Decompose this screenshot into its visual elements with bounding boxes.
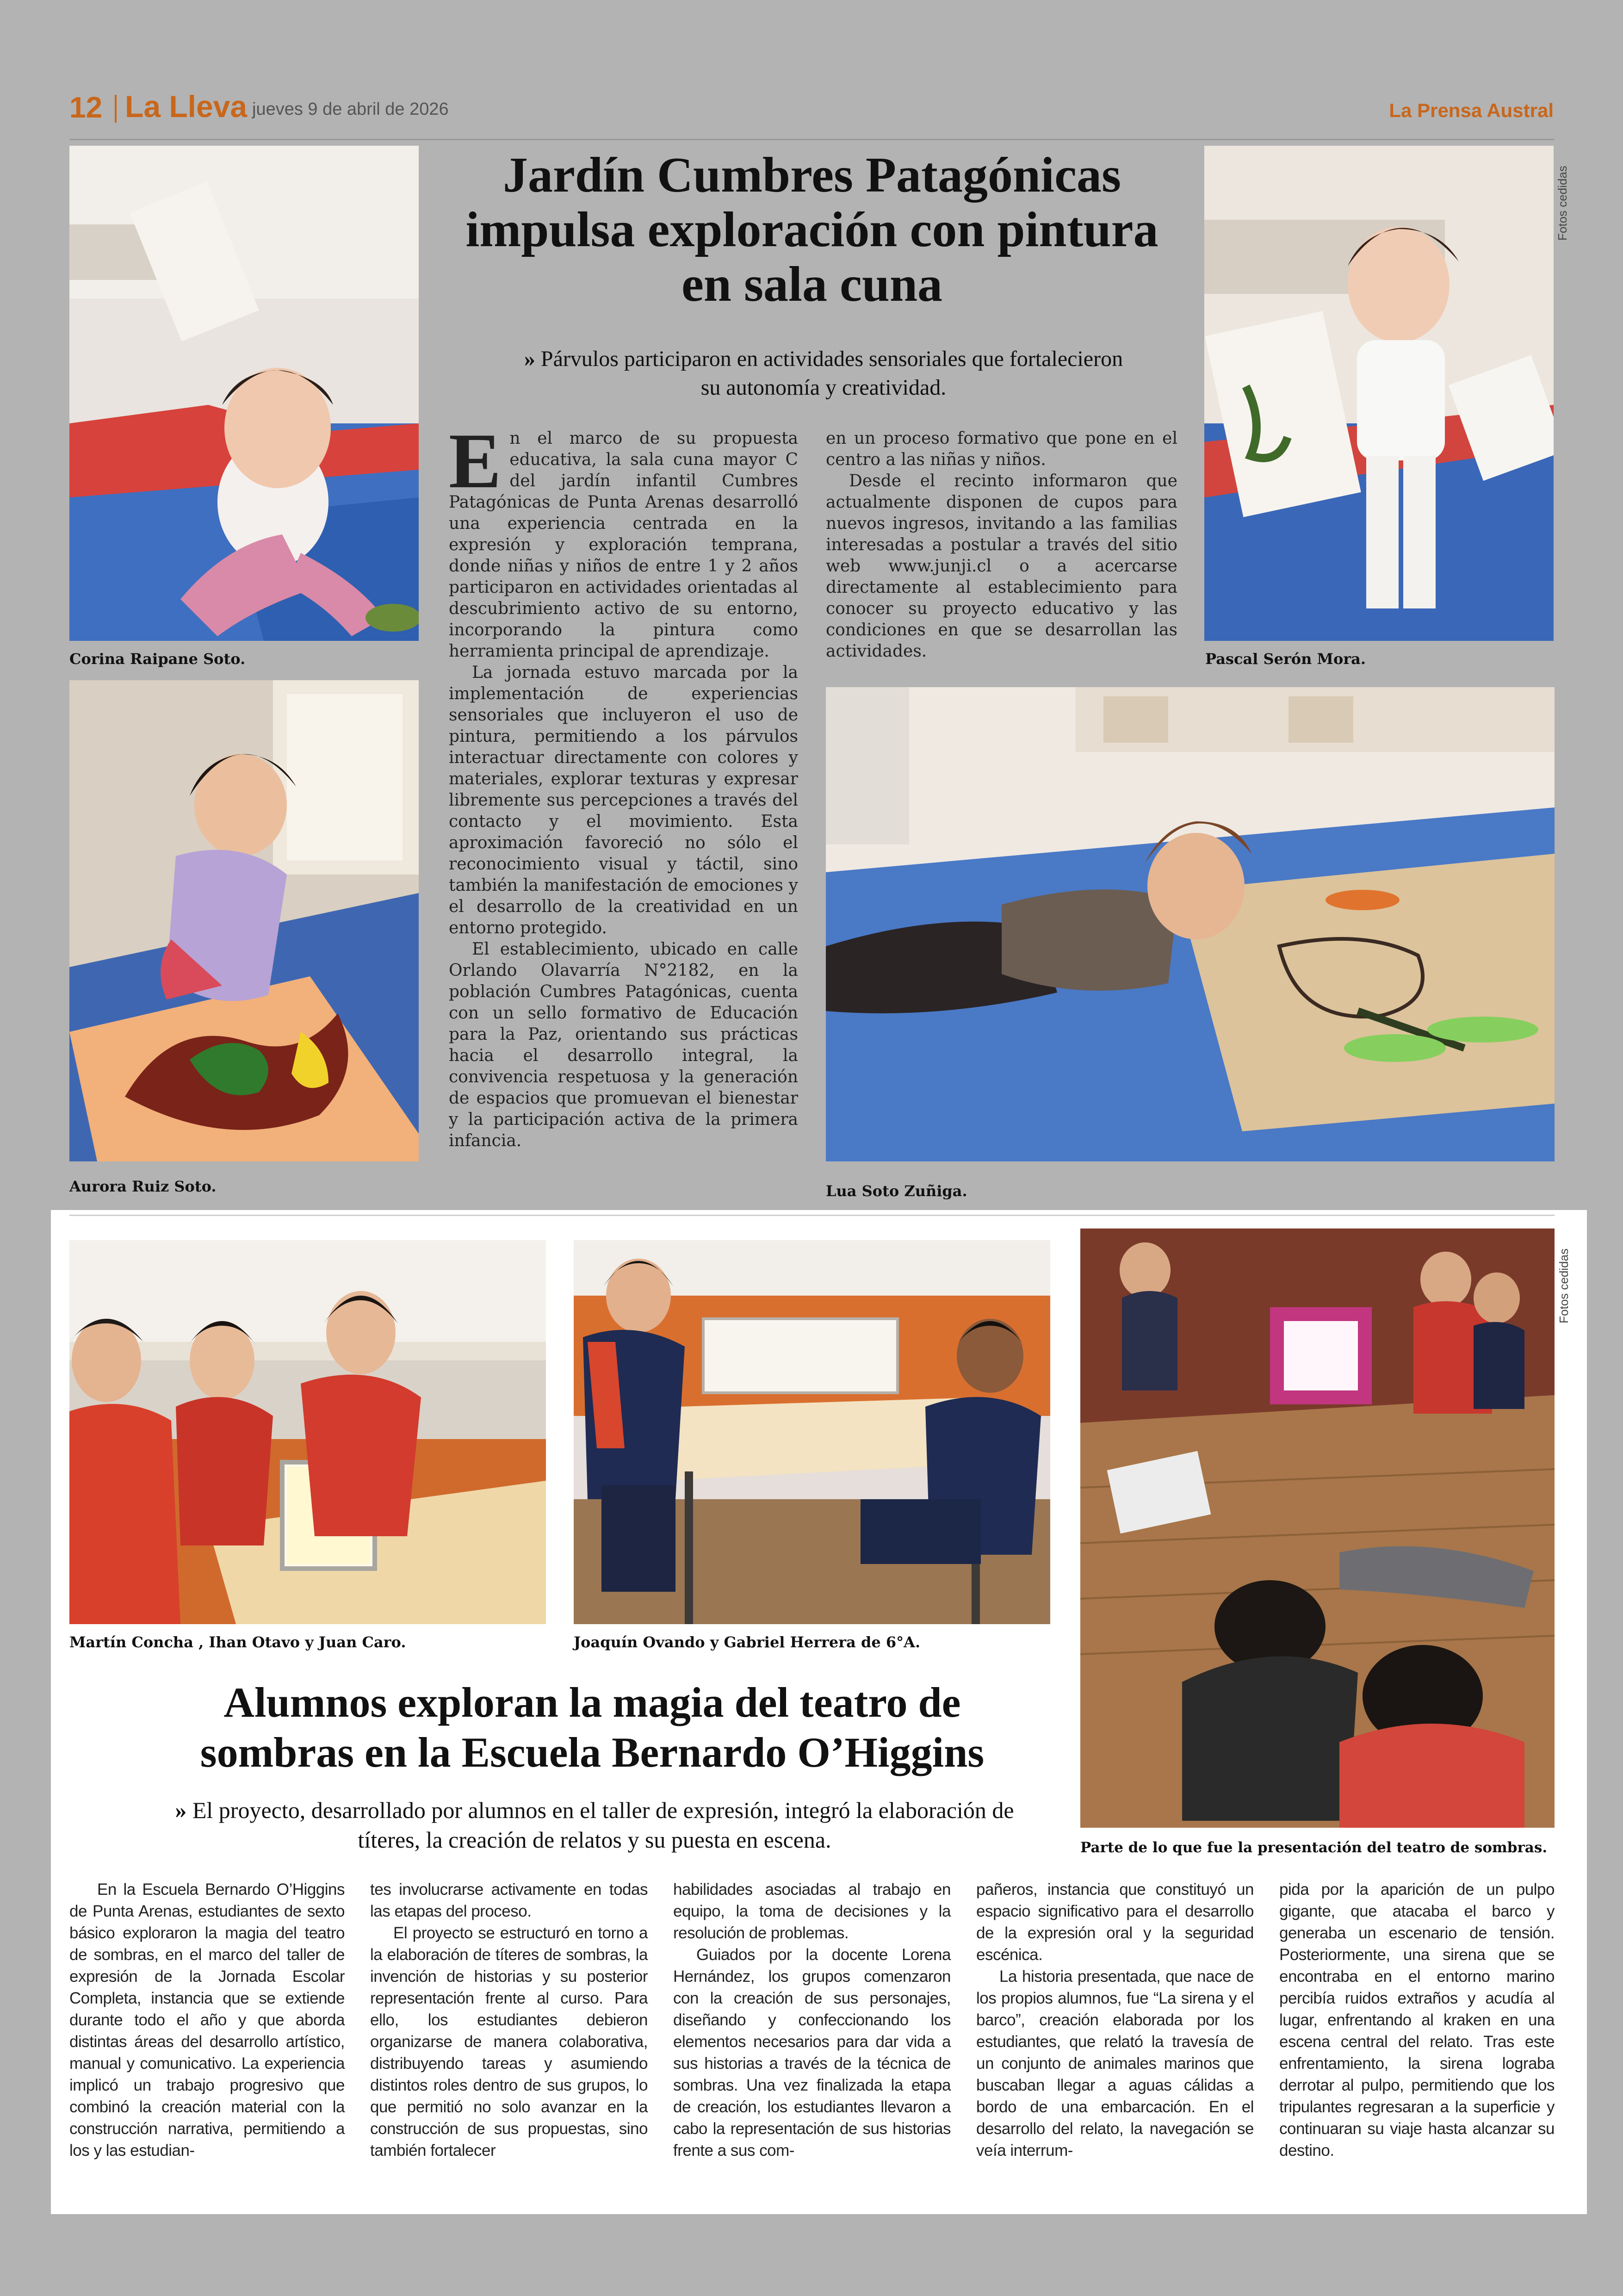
photo-students-table xyxy=(574,1240,1050,1624)
dropcap: E xyxy=(449,417,502,504)
story2-deck xyxy=(167,1795,1022,1855)
story1-col2-p2: Desde el recinto informaron que actualmente disponen de cupos para nuevos ingresos, invitando a las familias interesadas a postular a través del sitio web www.junji.cl o a acercarse directamente al establecimiento para conocer su proyecto educativo y las condiciones en que se desarrollan las actividades. xyxy=(826,472,1177,661)
story1-headline: Jardín Cumbres Patagónicas impulsa exploración con pintura en sala cuna xyxy=(465,148,1158,312)
story2-column-1 xyxy=(69,1879,345,2161)
story2-deck-text: El proyecto, desarrollado por alumnos en el taller de expresión, integró la elaboración de títeres, la creación de relatos y su puesta en escena. xyxy=(192,1797,1014,1853)
story1-col1-p1: n el marco de su propuesta educativa, la sala cuna mayor C del jardín infantil Cumbres Patagónicas de Punta Arenas desarrolló una experiencia centrada en la expresión y exploración temprana, donde niñas y niños de entre 1 y 2 años participaron en actividades orientadas al descubrimiento activo de su entorno, incorporando la pintura como herramienta principal de aprendizaje. xyxy=(449,429,798,661)
story1-photo-credit: Fotos cedidas xyxy=(1555,166,1569,241)
story-divider xyxy=(69,1215,1555,1216)
story1-deck-text: Párvulos participaron en actividades sensoriales que fortalecieron su autonomía y creatividad. xyxy=(540,347,1123,400)
story2-col4-p1: pañeros, instancia que constituyó un espacio significativo para el desarrollo de la expresión oral y la seguridad escénica. xyxy=(976,1880,1254,1964)
chevron-right-icon: » xyxy=(524,347,541,371)
header-separator xyxy=(115,95,117,123)
story1-col1-p3: El establecimiento, ubicado en calle Orlando Olavarría N°2182, en la población Cumbres Patagónicas, cuenta con un sello formativo de Educación para la Paz, orientando sus prácticas hacia el desarrollo integral, la convivencia respetuosa y la generación de espacios que promuevan el bienestar y la participación activa de la primera infancia. xyxy=(449,940,798,1150)
story2-column-5 xyxy=(1279,1879,1555,2161)
story2-column-3 xyxy=(673,1879,951,2161)
story2-col2-p2: El proyecto se estructuró en torno a la elaboración de títeres de sombras, la invención de historias y su posterior representación frente al curso. Para ello, los estudiantes debieron organizarse de manera colaborativa, distribuyendo tareas y asumiendo distintos roles dentro de sus grupos, lo que permitió no solo avanzar en la construcción de sus propuestas, sino también fortalecer xyxy=(370,1924,648,2159)
story2-column-4 xyxy=(976,1879,1254,2161)
caption-top-right: Pascal Serón Mora. xyxy=(1205,650,1366,668)
story1-col1-p2: La jornada estuvo marcada por la implementación de experiencias sensoriales que incluyeron el uso de pintura, permitiendo a los párvulos interactuar directamente con colores y materiales, explorar texturas y expresar libremente sus percepciones a través del contacto y el movimiento. Esta aproximación favoreció no sólo el reconocimiento visual y táctil, sino también la manifestación de emociones y el desarrollo de la creatividad en un entorno protegido. xyxy=(449,663,798,937)
story2-col3-p1: habilidades asociadas al trabajo en equipo, la toma de decisiones y la resolución de problemas. xyxy=(673,1880,951,1942)
chevron-right-icon: » xyxy=(175,1797,192,1823)
photo-child-painting-1 xyxy=(69,146,419,641)
section-name: La Lleva xyxy=(125,89,248,124)
story1-column-1 xyxy=(449,417,798,1152)
publication-name: La Prensa Austral xyxy=(1389,99,1554,121)
issue-date: jueves 9 de abril de 2026 xyxy=(252,99,449,119)
story2-col1-p1: En la Escuela Bernardo O’Higgins de Punta Arenas, estudiantes de sexto básico exploraron la magia del teatro de sombras, en el marco del taller de expresión de la Jornada Escolar Completa, instancia que se extiende durante todo el año y que aborda distintas áreas del desarrollo artístico, manual y comunicativo. La experiencia implicó un trabajo progresivo que combinó la creación material con la construcción narrativa, permitiendo a los y las estudian- xyxy=(69,1880,345,2159)
story2-photo-credit: Fotos cedidas xyxy=(1557,1248,1571,1323)
caption-bottom-left: Aurora Ruiz Soto. xyxy=(69,1178,217,1195)
photo-students-shadow-box xyxy=(69,1240,546,1624)
caption-photo2: Joaquín Ovando y Gabriel Herrera de 6°A. xyxy=(574,1633,921,1651)
caption-bottom-right: Lua Soto Zuñiga. xyxy=(826,1182,967,1200)
story1-deck xyxy=(523,345,1124,402)
story2-col3-p2: Guiados por la docente Lorena Hernández, los grupos comenzaron con la creación de sus personajes, diseñando y confeccionando los elementos necesarios para dar vida a sus historias a través de la técnica de sombras. Una vez finalizada la etapa de creación, los estudiantes llevaron a cabo la representación de sus historias frente a sus com- xyxy=(673,1946,951,2159)
story2-headline: Alumnos exploran la magia del teatro de sombras en la Escuela Bernardo O’Higgins xyxy=(200,1679,985,1776)
caption-photo3: Parte de lo que fue la presentación del teatro de sombras. xyxy=(1080,1839,1548,1856)
story1-col2-p1: en un proceso formativo que pone en el centro a las niñas y niños. xyxy=(826,429,1177,469)
photo-child-painting-2 xyxy=(1204,146,1554,641)
story2-col5-p1: pida por la aparición de un pulpo gigante, que atacaba el barco y generaba un escenario de tensión. Posteriormente, una sirena que se encontraba en el entorno marino percibía ruidos extraños y acudía al lugar, enfrentando al kraken en una escena central del relato. Tras este enfrentamiento, la sirena lograba derrotar al pulpo, permitiendo que los tripulantes regresaran a la superficie y continuaran su viaje hasta alcanzar su destino. xyxy=(1279,1880,1555,2159)
page-number: 12 xyxy=(69,91,103,124)
header-rule xyxy=(69,139,1555,140)
photo-shadow-theater-presentation xyxy=(1080,1229,1555,1828)
story1-column-2 xyxy=(826,428,1177,662)
photo-child-painting-3 xyxy=(69,680,419,1161)
story2-col4-p2: La historia presentada, que nace de los propios alumnos, fue “La sirena y el barco”, creación elaborada por los estudiantes, que relató la travesía de un conjunto de animales marinos que buscaban llegar a aguas cálidas a bordo de una embarcación. En el desarrollo del relato, la navegación se veía interrum- xyxy=(976,1967,1254,2159)
photo-child-painting-4 xyxy=(826,687,1555,1161)
caption-top-left: Corina Raipane Soto. xyxy=(69,650,246,668)
story2-column-2 xyxy=(370,1879,648,2161)
story2-col2-p1: tes involucrarse activamente en todas las etapas del proceso. xyxy=(370,1880,648,1920)
caption-photo1: Martín Concha , Ihan Otavo y Juan Caro. xyxy=(69,1633,406,1651)
